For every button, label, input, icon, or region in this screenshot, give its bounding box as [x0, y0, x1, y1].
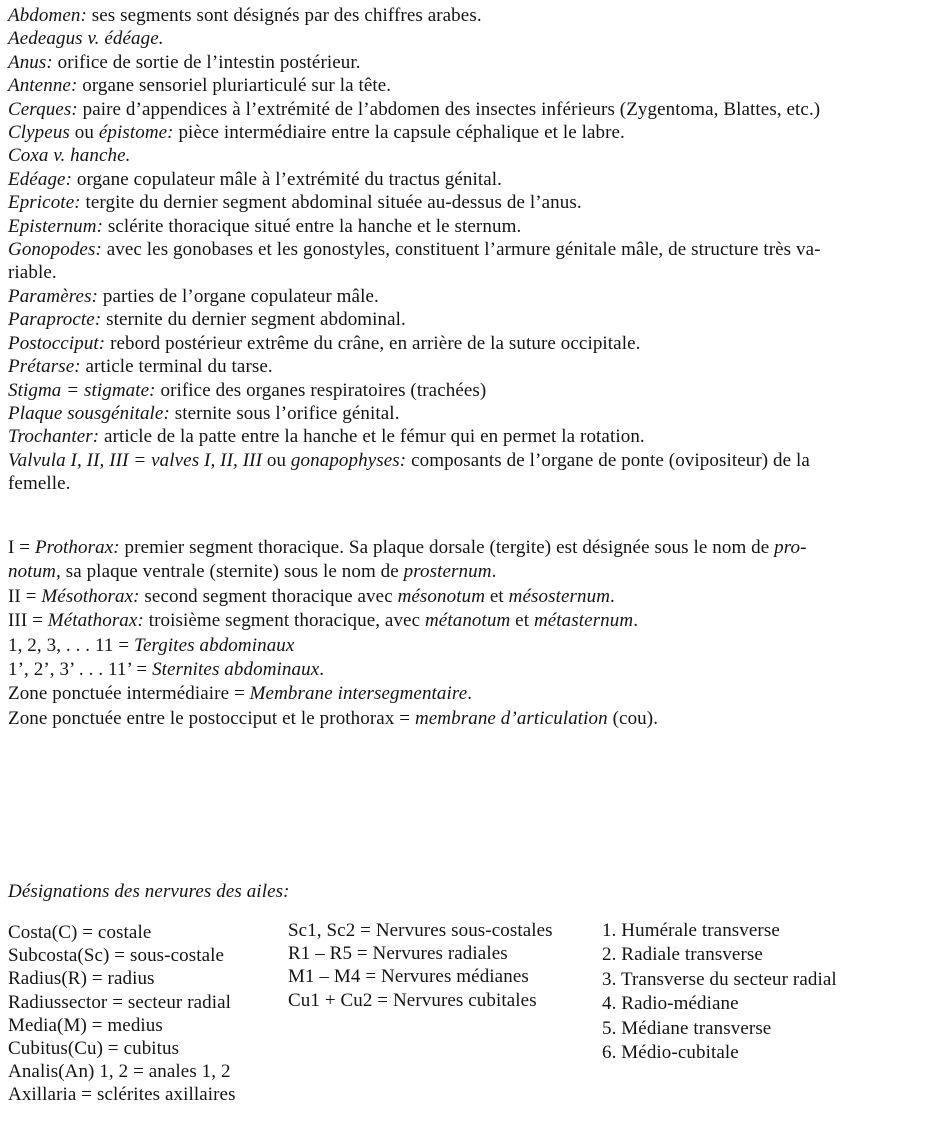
plain-text: Sc1, Sc2 = Nervures sous-costales: [288, 920, 553, 941]
italic-text: Epricote:: [8, 192, 81, 214]
text-line: [8, 1014, 236, 1037]
italic-text: Antenne:: [8, 75, 78, 97]
italic-text: Coxa v. hanche.: [8, 145, 131, 167]
text-line: [8, 285, 821, 308]
plain-text: troisième segment thoracique, avec: [143, 610, 425, 632]
text-line: [602, 919, 837, 943]
plain-text: Cubitus(Cu) = cubitus: [8, 1038, 180, 1060]
plain-text: orifice de sortie de l’intestin postérieur.: [52, 51, 361, 73]
italic-text: Edéage:: [8, 168, 72, 190]
plain-text: I =: [8, 537, 35, 558]
plain-text: 1, 2, 3, . . . 11 =: [8, 634, 135, 656]
plain-text: premier segment thoracique. Sa plaque dorsale (tergite) est désignée sous le nom de: [119, 537, 775, 558]
text-line: [8, 609, 807, 633]
plain-text: .: [467, 683, 473, 705]
text-line: [8, 536, 807, 560]
plain-text: rebord postérieur extrême du crâne, en arrière de la suture occipitale.: [105, 332, 641, 354]
italic-text: Mésothorax:: [41, 585, 140, 607]
text-line: [8, 144, 821, 167]
plain-text: tergite du dernier segment abdominal située au-dessus de l’anus.: [80, 192, 582, 214]
plain-text: organe copulateur mâle à l’extrémité du tractus génital.: [72, 168, 503, 190]
text-line: [8, 4, 821, 27]
text-line: [8, 51, 821, 74]
plain-text: Zone ponctuée intermédiaire =: [8, 683, 250, 705]
plain-text: composants de l’organe de ponte (ovipositeur) de la: [406, 449, 810, 471]
text-line: [8, 991, 236, 1014]
italic-text: prosternum: [403, 561, 492, 583]
italic-text: Stigma = stigmate:: [8, 379, 156, 401]
plain-text: riable.: [8, 262, 57, 284]
text-line: [8, 425, 821, 448]
plain-text: R1 – R5 = Nervures radiales: [288, 943, 508, 965]
italic-text: Métathorax:: [47, 610, 144, 632]
text-line: [8, 560, 807, 584]
text-line: [8, 402, 821, 425]
plain-text: Analis(An) 1, 2 = anales 1, 2: [8, 1061, 231, 1083]
italic-text: Prothorax:: [34, 537, 120, 558]
italic-text: notum,: [8, 561, 61, 583]
plain-text: paire d’appendices à l’extrémité de l’abdomen des insectes inférieurs (Zygentoma, Blattes, etc.): [77, 98, 821, 120]
plain-text: avec les gonobases et les gonostyles, constituent l’armure génitale mâle, de structure très va-: [101, 239, 821, 261]
text-line: [8, 74, 821, 97]
plain-text: et: [510, 610, 534, 632]
text-line: [8, 1060, 236, 1083]
plain-text: sclérite thoracique situé entre la hanche et le sternum.: [103, 215, 522, 237]
plain-text: II =: [8, 585, 42, 607]
text-line: [8, 1037, 236, 1060]
plain-text: M1 – M4 = Nervures médianes: [288, 966, 529, 988]
italic-text: Abdomen:: [8, 5, 87, 26]
plain-text: Subcosta(Sc) = sous-costale: [8, 945, 225, 967]
italic-text: Trochanter:: [8, 426, 100, 448]
text-line: [8, 98, 821, 121]
text-line: [8, 1083, 236, 1106]
plain-text: 2. Radiale transverse: [602, 944, 763, 966]
plain-text: 3. Transverse du secteur radial: [602, 968, 837, 990]
plain-text: .: [491, 561, 497, 583]
text-line: [602, 1041, 837, 1065]
text-line: [8, 707, 807, 731]
plain-text: 5. Médiane transverse: [602, 1017, 772, 1039]
plain-text: .: [319, 659, 325, 681]
italic-text: Plaque sousgénitale:: [8, 402, 170, 424]
plain-text: 6. Médio-cubitale: [602, 1042, 739, 1064]
plain-text: Radiussector = secteur radial: [8, 991, 232, 1013]
plain-text: pièce intermédiaire entre la capsule céphalique et le labre.: [173, 122, 625, 144]
italic-text: métanotum: [424, 610, 511, 632]
plain-text: second segment thoracique avec: [139, 585, 398, 607]
plain-text: (cou).: [607, 707, 659, 729]
text-line: [8, 308, 821, 331]
italic-text: membrane d’articulation: [414, 707, 608, 729]
plain-text: Zone ponctuée entre le postocciput et le prothorax =: [8, 707, 415, 729]
text-line: [288, 989, 553, 1012]
text-line: [288, 919, 553, 942]
text-line: [8, 634, 807, 658]
italic-text: Aedeagus v. édéage.: [8, 28, 164, 50]
italic-text: Clypeus: [8, 122, 70, 144]
text-line: [8, 238, 821, 261]
italic-text: Paramères:: [8, 285, 98, 307]
plain-text: ses segments sont désignés par des chiffres arabes.: [86, 5, 482, 26]
plain-text: ou: [262, 449, 291, 471]
italic-text: Paraprocte:: [8, 309, 102, 331]
plain-text: 4. Radio-médiane: [602, 993, 739, 1015]
plain-text: ou: [69, 122, 99, 144]
italic-text: gonapophyses:: [290, 449, 407, 471]
plain-text: article terminal du tarse.: [80, 356, 273, 378]
italic-text: métasternum: [533, 610, 634, 632]
text-line: [602, 968, 837, 992]
text-line: [8, 168, 821, 191]
text-line: [8, 215, 821, 238]
text-line: [8, 682, 807, 706]
plain-text: .: [610, 585, 615, 607]
italic-text: Sternites abdominaux: [152, 659, 320, 681]
plain-text: sternite sous l’orifice génital.: [169, 402, 400, 424]
plain-text: sternite du dernier segment abdominal.: [101, 309, 406, 331]
plain-text: Media(M) = medius: [8, 1014, 163, 1036]
text-line: [602, 992, 837, 1016]
text-line: [8, 921, 236, 944]
plain-text: femelle.: [8, 473, 71, 495]
glossary-term-list: [8, 4, 821, 496]
plain-text: et: [485, 585, 509, 607]
italic-text: Valvula I, II, III = valves I, II, III: [8, 449, 263, 471]
italic-text: Gonopodes:: [8, 239, 102, 261]
plain-text: sa plaque ventrale (sternite) sous le nom de: [60, 561, 404, 583]
plain-text: parties de l’organe copulateur mâle.: [98, 285, 379, 307]
text-line: [8, 944, 236, 967]
italic-text: mésonotum: [397, 585, 486, 607]
italic-text: Tergites abdominaux: [134, 634, 295, 656]
wing-venation-column-crossveins: [602, 919, 837, 1065]
text-line: [8, 27, 821, 50]
plain-text: .: [633, 610, 639, 632]
wing-venation-column-main-veins: [8, 921, 236, 1107]
plain-text: 1’, 2’, 3’ . . . 11’ =: [8, 659, 153, 681]
text-line: [8, 585, 807, 609]
plain-text: article de la patte entre la hanche et le fémur qui en permet la rotation.: [99, 426, 645, 448]
plain-text: Costa(C) = costale: [8, 922, 152, 943]
plain-text: orifice des organes respiratoires (trachées): [155, 379, 487, 401]
plain-text: III =: [8, 610, 48, 632]
italic-text: Anus:: [8, 51, 53, 73]
plain-text: Radius(R) = radius: [8, 968, 155, 990]
plain-text: Axillaria = sclérites axillaires: [8, 1084, 236, 1106]
plain-text: Cu1 + Cu2 = Nervures cubitales: [288, 989, 537, 1011]
text-line: [8, 658, 807, 682]
text-line: [8, 449, 821, 472]
text-line: [288, 965, 553, 988]
italic-text: Postocciput:: [8, 332, 106, 354]
italic-text: Prétarse:: [8, 356, 81, 378]
thorax-segment-notes: [8, 536, 807, 731]
text-line: [602, 943, 837, 967]
plain-text: organe sensoriel pluriarticulé sur la tête.: [77, 75, 392, 97]
text-line: [8, 121, 821, 144]
text-line: [8, 332, 821, 355]
italic-text: épistome:: [98, 122, 174, 144]
text-line: [8, 472, 821, 495]
italic-text: Cerques:: [8, 98, 78, 120]
text-line: [8, 191, 821, 214]
text-line: [288, 942, 553, 965]
text-line: [8, 355, 821, 378]
wing-venation-column-vein-branches: [288, 919, 553, 1012]
italic-text: mésosternum: [508, 585, 611, 607]
plain-text: 1. Humérale transverse: [602, 920, 780, 941]
italic-text: pro-: [774, 537, 807, 558]
wing-venation-heading: Désignations des nervures des ailes:: [8, 881, 290, 902]
text-line: [8, 379, 821, 402]
italic-text: Membrane intersegmentaire: [249, 683, 468, 705]
text-line: [8, 967, 236, 990]
italic-text: Episternum:: [8, 215, 104, 237]
text-line: [8, 261, 821, 284]
text-line: [602, 1017, 837, 1041]
